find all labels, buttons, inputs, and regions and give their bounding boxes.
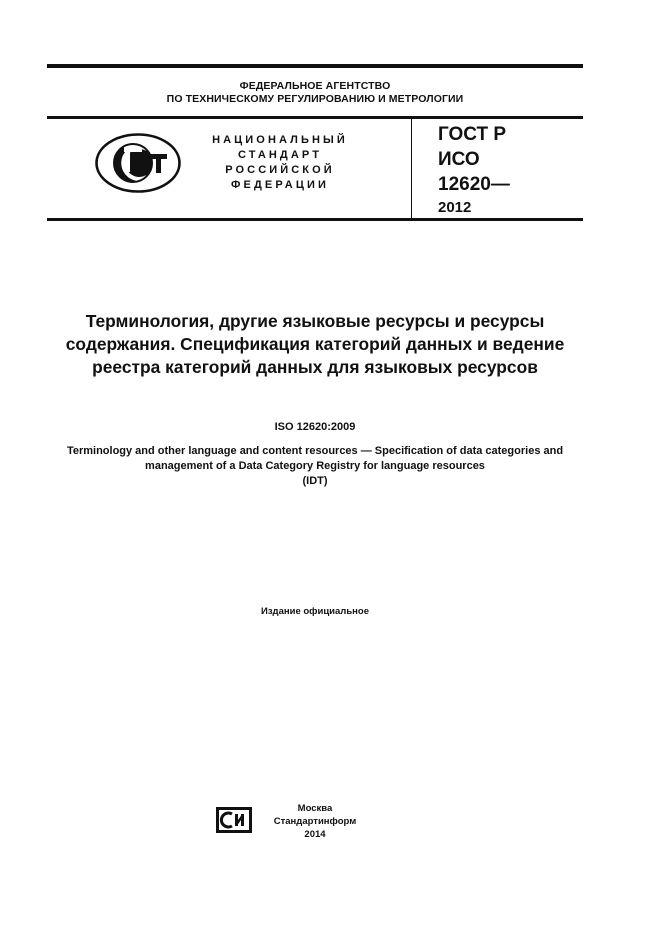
top-rule <box>47 64 583 68</box>
standard-code <box>438 122 578 219</box>
standard-line-4: ФЕДЕРАЦИИ <box>231 179 329 191</box>
publisher-block <box>258 802 372 841</box>
idt-marker: (IDT) <box>302 475 328 487</box>
agency-line-2: ПО ТЕХНИЧЕСКОМУ РЕГУЛИРОВАНИЮ И МЕТРОЛОГИИ <box>166 93 464 105</box>
document-title-ru: Терминология, другие языковые ресурсы и ресурсы содержания. Спецификация категорий данных и ведение реестра категорий данных для языковых ресурсов <box>65 311 565 377</box>
standard-line-2: СТАНДАРТ <box>237 149 323 161</box>
publisher-city: Москва <box>297 803 333 814</box>
iso-reference: ISO 12620:2009 <box>274 421 356 433</box>
code-line-1: ГОСТ Р <box>438 124 507 145</box>
agency-header <box>47 80 583 106</box>
header-rule <box>47 116 583 119</box>
standard-line-1: НАЦИОНАЛЬНЫЙ <box>212 134 348 146</box>
code-line-3: 12620— <box>438 174 510 195</box>
publisher-name: Стандартинформ <box>273 816 357 827</box>
document-title-en <box>47 444 583 489</box>
standartinform-logo-icon <box>215 806 253 834</box>
masthead-divider <box>411 117 412 219</box>
code-year: 2012 <box>438 199 472 216</box>
publisher-year: 2014 <box>304 829 326 840</box>
standard-line-3: РОССИЙСКОЙ <box>225 164 335 176</box>
masthead-rule <box>47 218 583 221</box>
code-line-2: ИСО <box>438 149 480 170</box>
national-standard-label <box>180 133 380 193</box>
rst-certification-mark-icon <box>95 133 181 193</box>
edition-label: Издание официальное <box>261 606 369 617</box>
title-en-text: Terminology and other language and content resources — Specification of data categories and management of a Data Category Registry for language resources <box>66 445 564 472</box>
agency-line-1: ФЕДЕРАЛЬНОЕ АГЕНТСТВО <box>239 80 391 92</box>
